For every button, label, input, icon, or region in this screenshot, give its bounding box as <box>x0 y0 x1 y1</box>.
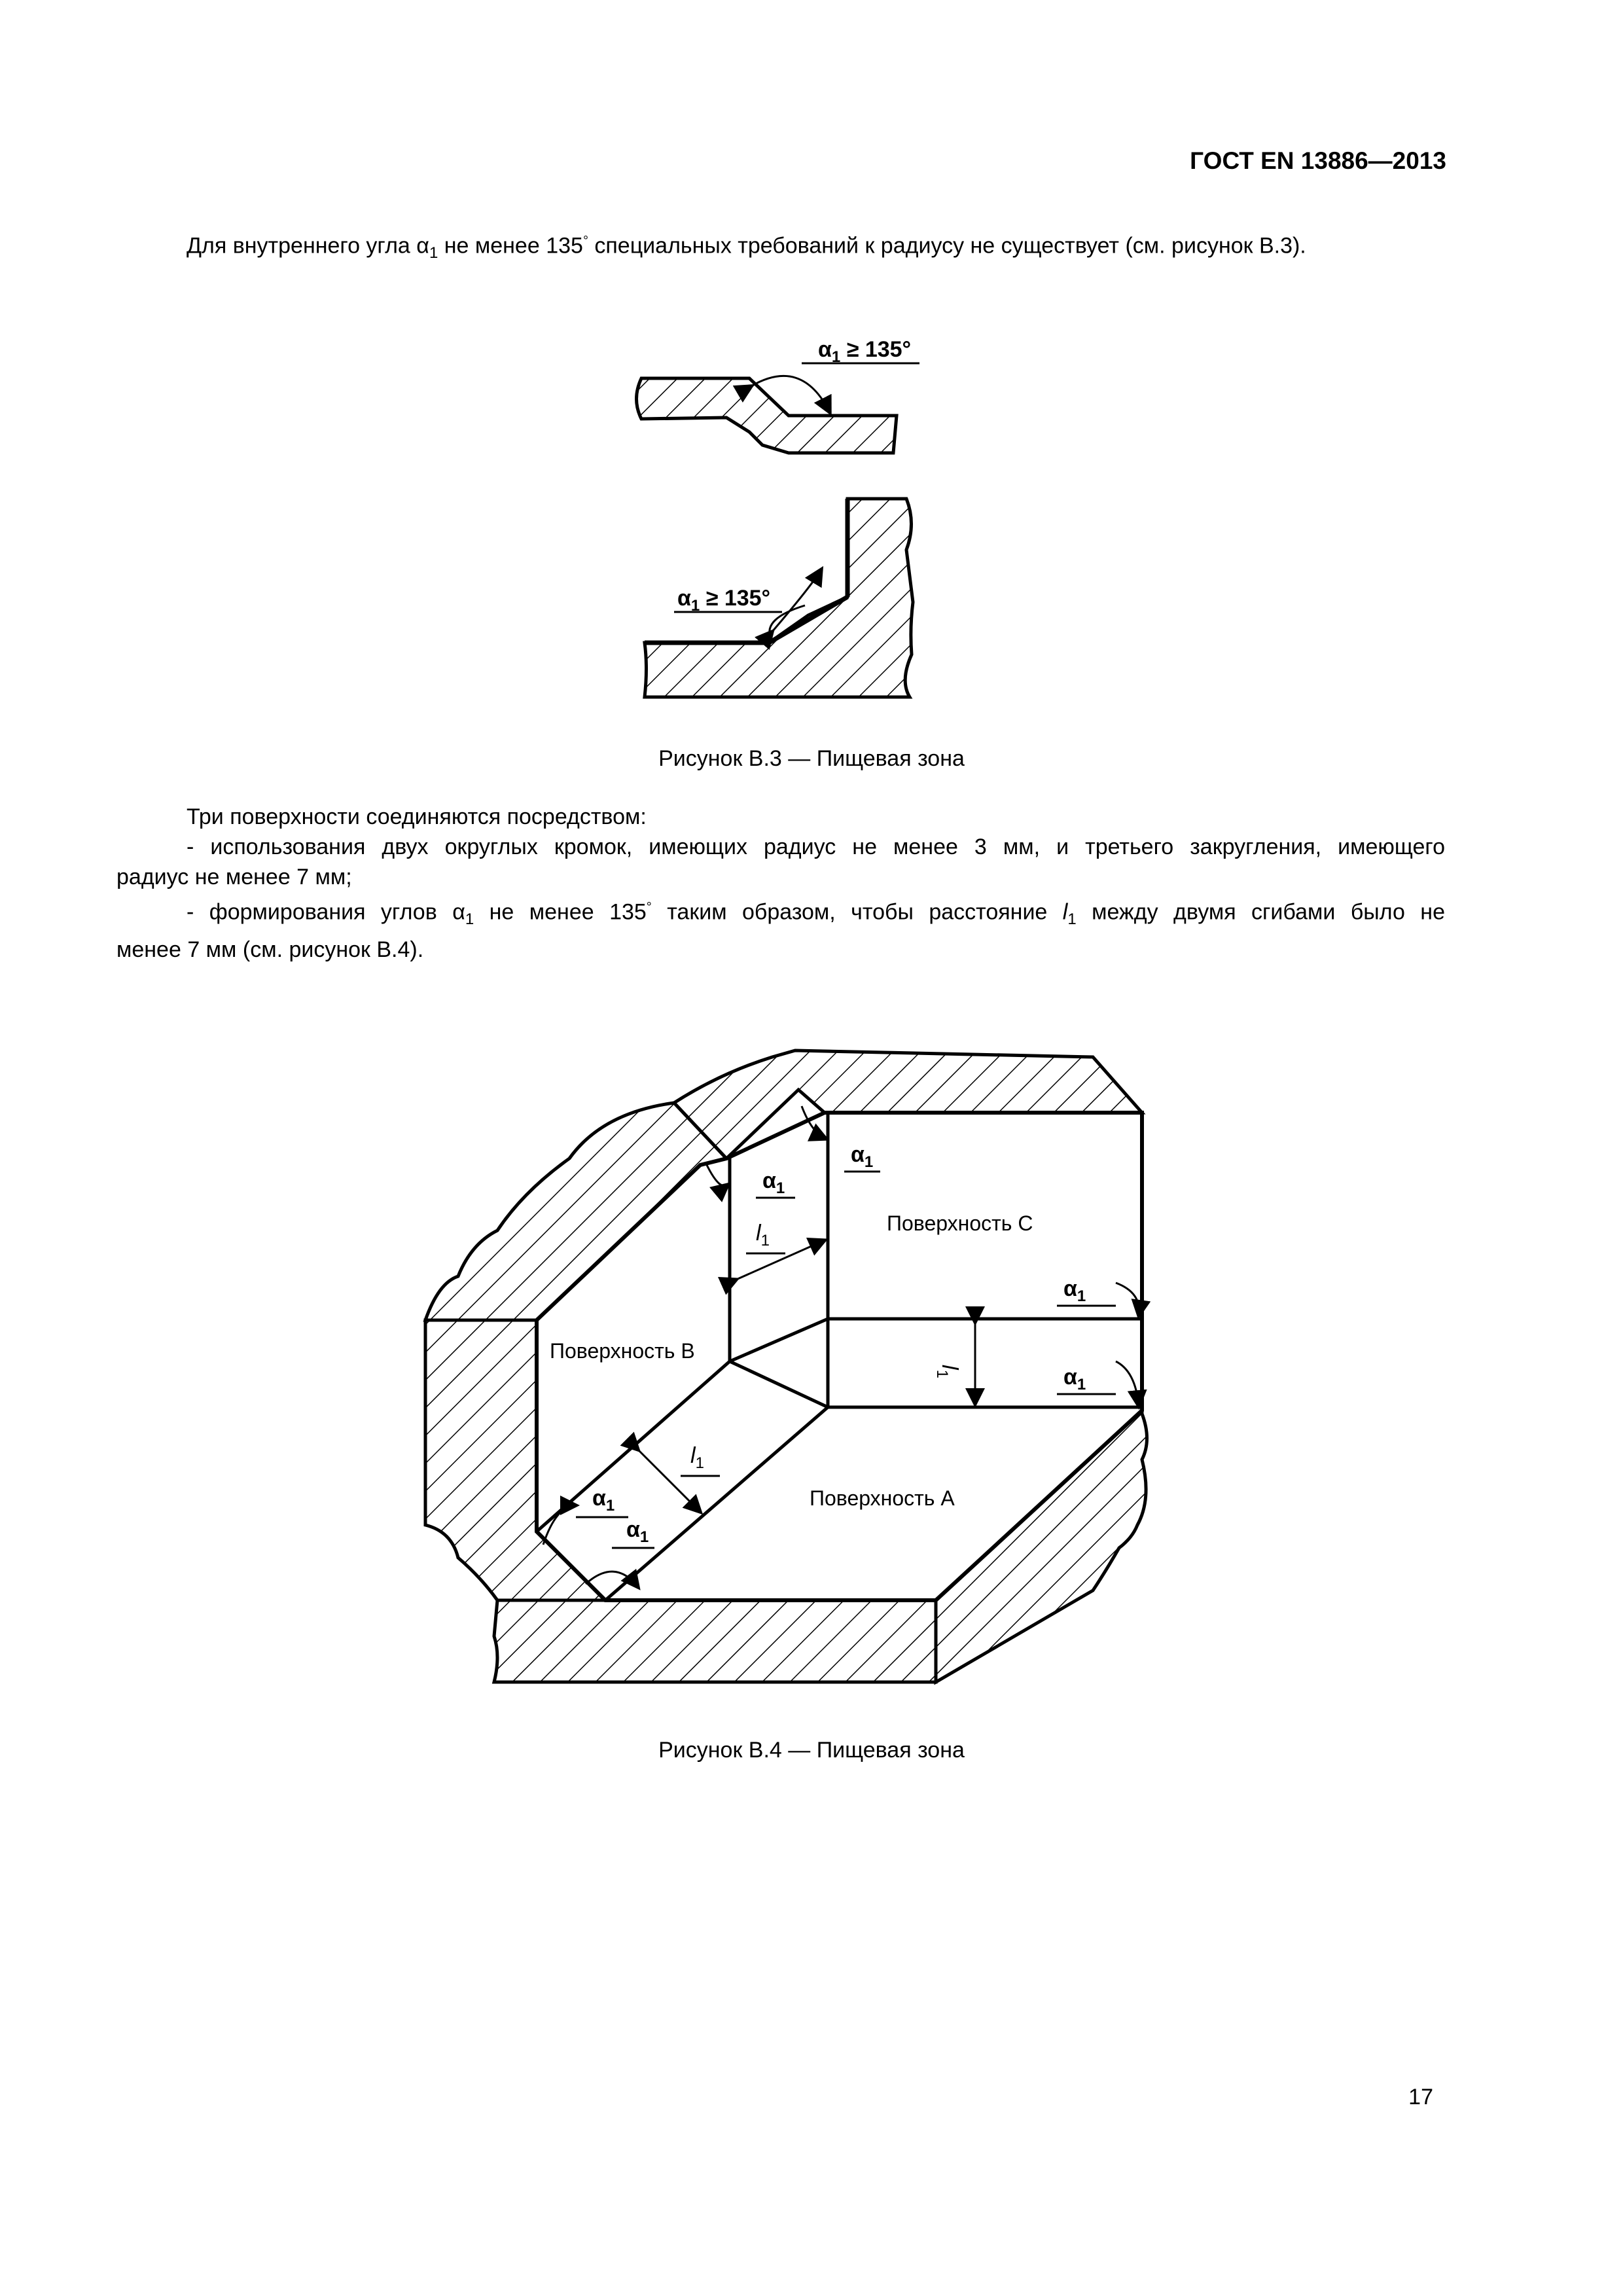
b3-angle-label-bottom: $\alpha_1 \ge 135^\circ$ <box>677 586 771 615</box>
intro-paragraph: Для внутреннего угла $\alpha_1$ не менее 135° специальных требований к радиусу не существует (см. рисунок В.3). <box>187 233 1306 262</box>
svg-text:l1: $l_1$ <box>756 1221 770 1249</box>
svg-text:α1: $\alpha_1$ <box>1063 1365 1086 1393</box>
page-number: 17 <box>1408 2085 1433 2109</box>
surface-b-label: Поверхность В <box>550 1339 695 1363</box>
svg-text:α1: $\alpha_1$ <box>626 1517 649 1546</box>
surface-c-label: Поверхность С <box>887 1211 1033 1235</box>
svg-text:l1: $l_1$ <box>690 1443 704 1472</box>
figure-b3-caption: Рисунок В.3 — Пищевая зона <box>658 746 965 771</box>
b3-angle-label-top: $\alpha_1 \ge 135^\circ$ <box>818 337 912 366</box>
document-id-header: ГОСТ EN 13886—2013 <box>1190 147 1446 174</box>
svg-text:α1: $\alpha_1$ <box>851 1142 874 1171</box>
figure-b4-caption: Рисунок В.4 — Пищевая зона <box>658 1738 965 1763</box>
b4-bottom-wall <box>494 1600 936 1682</box>
body-paragraph: Три поверхности соединяются посредством: - использования двух округлых кромок, имеющих радиус не менее 3 мм, и третьего закругления, имеющего радиус не менее 7 мм; - формирования углов $\alpha_1$ не менее 135° таким образом, чтобы расстояние $l_1$ между двумя сгибами было не менее 7 мм (см. рисунок В.4). <box>116 804 1445 963</box>
svg-text:α1: $\alpha_1$ <box>762 1168 785 1197</box>
surface-a-label: Поверхность А <box>810 1486 955 1510</box>
svg-text:α1: $\alpha_1$ <box>592 1486 615 1515</box>
svg-text:α1: $\alpha_1$ <box>1063 1276 1086 1305</box>
svg-text:l1: $l_1$ <box>933 1365 962 1378</box>
